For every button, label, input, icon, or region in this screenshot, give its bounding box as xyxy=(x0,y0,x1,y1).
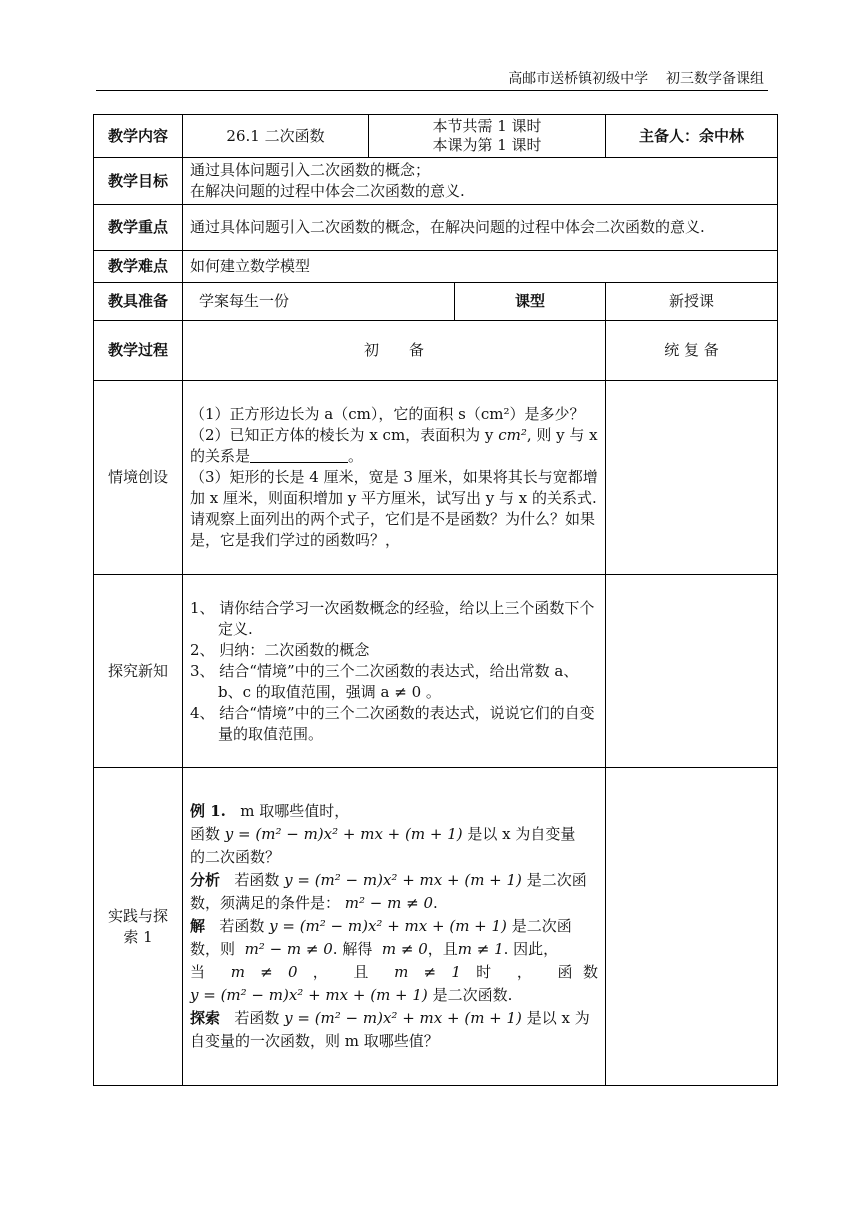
difficulty-text: 如何建立数学模型 xyxy=(183,251,778,283)
explore-item-4: 4、 结合“情境”中的三个二次函数的表达式，说说它们的自变量的取值范围。 xyxy=(190,703,595,743)
row-context xyxy=(94,381,778,575)
page-header xyxy=(96,68,764,88)
tools-text: 学案每生一份 xyxy=(183,283,455,321)
type-value: 新授课 xyxy=(606,283,778,321)
context-q2 xyxy=(190,425,598,467)
review-heading: 统 复 备 xyxy=(606,321,778,381)
solution-when: 当 m ≠ 0 ， 且 m ≠ 1 时 ， 函数 xyxy=(190,963,598,981)
hours-total: 本节共需 1 课时 xyxy=(432,117,542,135)
row-content xyxy=(94,115,778,158)
author xyxy=(606,115,778,158)
context-q4: 请观察上面列出的两个式子，它们是不是函数？为什么？如果是，它是我们学过的函数吗？， xyxy=(190,510,596,549)
label-process: 教学过程 xyxy=(94,321,183,381)
context-q1: （1）正方形边长为 a（cm），它的面积 s（cm²）是多少？ xyxy=(190,405,585,423)
label-context: 情境创设 xyxy=(94,381,183,575)
q2-end: 。 xyxy=(348,447,364,465)
lesson-plan-table xyxy=(93,114,778,1086)
condition-2: m² − m ≠ 0 xyxy=(244,940,333,958)
focus-text: 通过具体问题引入二次函数的概念，在解决问题的过程中体会二次函数的意义. xyxy=(183,205,778,251)
row-process xyxy=(94,321,778,381)
label-type: 课型 xyxy=(455,283,606,321)
explore-title: 探索 xyxy=(190,1009,221,1027)
func: 函数 xyxy=(557,963,598,981)
header-school: 高邮市送桥镇初级中学 xyxy=(508,71,649,87)
solve-b: 是二次函数，则 xyxy=(190,917,572,958)
ex-line2-b: 是以 x 为自变量 xyxy=(467,825,576,843)
formula-5: y = (m² − m)x² + mx + (m + 1) xyxy=(284,1009,522,1027)
explore-a: 若函数 xyxy=(234,1009,280,1027)
q2-unit: cm² xyxy=(498,426,527,444)
example-line-2 xyxy=(190,823,598,846)
label-content: 教学内容 xyxy=(94,115,183,158)
label-explore: 探究新知 xyxy=(94,575,183,768)
m-not-0-b: m ≠ 0 xyxy=(230,963,298,981)
analysis xyxy=(190,869,598,915)
analysis-b: 是二次函数，须满足的条件是： xyxy=(190,871,587,912)
m-not-0: m ≠ 0 xyxy=(381,940,428,958)
example-line-1 xyxy=(190,800,598,823)
hours xyxy=(369,115,606,158)
explore-b: 是以 x 为自变量的一次函数，则 m 取哪些值？ xyxy=(190,1009,590,1050)
row-explore xyxy=(94,575,778,768)
context-q3: （3）矩形的长是 4 厘米，宽是 3 厘米，如果将其长与宽都增加 x 厘米，则面积增加 y 平方厘米，试写出 y 与 x 的关系式. xyxy=(190,468,598,507)
formula-1: y = (m² − m)x² + mx + (m + 1) xyxy=(224,825,463,843)
hours-current: 本课为第 1 课时 xyxy=(432,136,542,154)
example-title: 例 1. xyxy=(190,802,226,820)
solve-f: 是二次函数. xyxy=(432,986,513,1004)
formula-2: y = (m² − m)x² + mx + (m + 1) xyxy=(284,871,522,889)
example-line-3: 的二次函数？ xyxy=(190,848,281,866)
solve-e: . 因此， xyxy=(503,940,559,958)
goals-text xyxy=(183,158,778,205)
label-practice: 实践与探索 1 xyxy=(94,768,183,1086)
when: 当 xyxy=(190,963,216,981)
solve-d: ，且 xyxy=(427,940,458,958)
explore-item-3: 3、 结合“情境”中的三个二次函数的表达式，给出常数 a、b、c 的取值范围，强调 a ≠ 0 。 xyxy=(190,661,579,701)
label-tools: 教具准备 xyxy=(94,283,183,321)
solve-a: 若函数 xyxy=(219,917,265,935)
analysis-title: 分析 xyxy=(190,871,221,889)
explore-question xyxy=(190,1007,598,1053)
draft-heading: 初 备 xyxy=(183,321,606,381)
topic: 26.1 二次函数 xyxy=(183,115,369,158)
row-practice xyxy=(94,768,778,1086)
analysis-end: . xyxy=(433,894,438,912)
answer-blank xyxy=(250,448,348,463)
author-text: 主备人：余中林 xyxy=(638,126,744,145)
row-goals xyxy=(94,158,778,205)
row-tools xyxy=(94,283,778,321)
review-context xyxy=(606,381,778,575)
context-content xyxy=(183,381,606,575)
time: 时 xyxy=(476,963,502,981)
goal-line-2: 在解决问题的过程中体会二次函数的意义. xyxy=(190,182,465,200)
solution xyxy=(190,915,598,961)
goal-line-1: 通过具体问题引入二次函数的概念； xyxy=(190,161,431,179)
row-focus xyxy=(94,205,778,251)
example-text: m 取哪些值时， xyxy=(240,802,350,820)
row-difficulty xyxy=(94,251,778,283)
formula-4: y = (m² − m)x² + mx + (m + 1) xyxy=(190,986,428,1004)
explore-item-2: 2、 归纳：二次函数的概念 xyxy=(190,640,370,659)
condition: m² − m ≠ 0 xyxy=(344,894,434,912)
solve-title: 解 xyxy=(190,917,206,935)
review-explore xyxy=(606,575,778,768)
review-practice xyxy=(606,768,778,1086)
header-rule xyxy=(96,90,768,91)
formula-3: y = (m² − m)x² + mx + (m + 1) xyxy=(269,917,507,935)
header-group: 初三数学备课组 xyxy=(666,71,764,87)
practice-content xyxy=(183,768,606,1086)
and: 且 xyxy=(353,963,379,981)
label-focus: 教学重点 xyxy=(94,205,183,251)
m-not-1-b: m ≠ 1 xyxy=(394,963,461,981)
solution-conclusion xyxy=(190,984,598,1007)
ex-func-label: 函数 xyxy=(190,825,221,843)
q2-text-b: , 则 y 与 x 的关系是 xyxy=(190,426,598,465)
explore-item-1: 1、 请你结合学习一次函数概念的经验，给以上三个函数下个定义. xyxy=(190,598,595,638)
explore-content xyxy=(183,575,606,768)
analysis-a: 若函数 xyxy=(234,871,280,889)
q2-text-a: （2）已知正方体的棱长为 x cm，表面积为 y xyxy=(190,426,494,444)
m-not-1: m ≠ 1 xyxy=(457,940,504,958)
label-difficulty: 教学难点 xyxy=(94,251,183,283)
solve-c: . 解得 xyxy=(332,940,373,958)
label-goals: 教学目标 xyxy=(94,158,183,205)
